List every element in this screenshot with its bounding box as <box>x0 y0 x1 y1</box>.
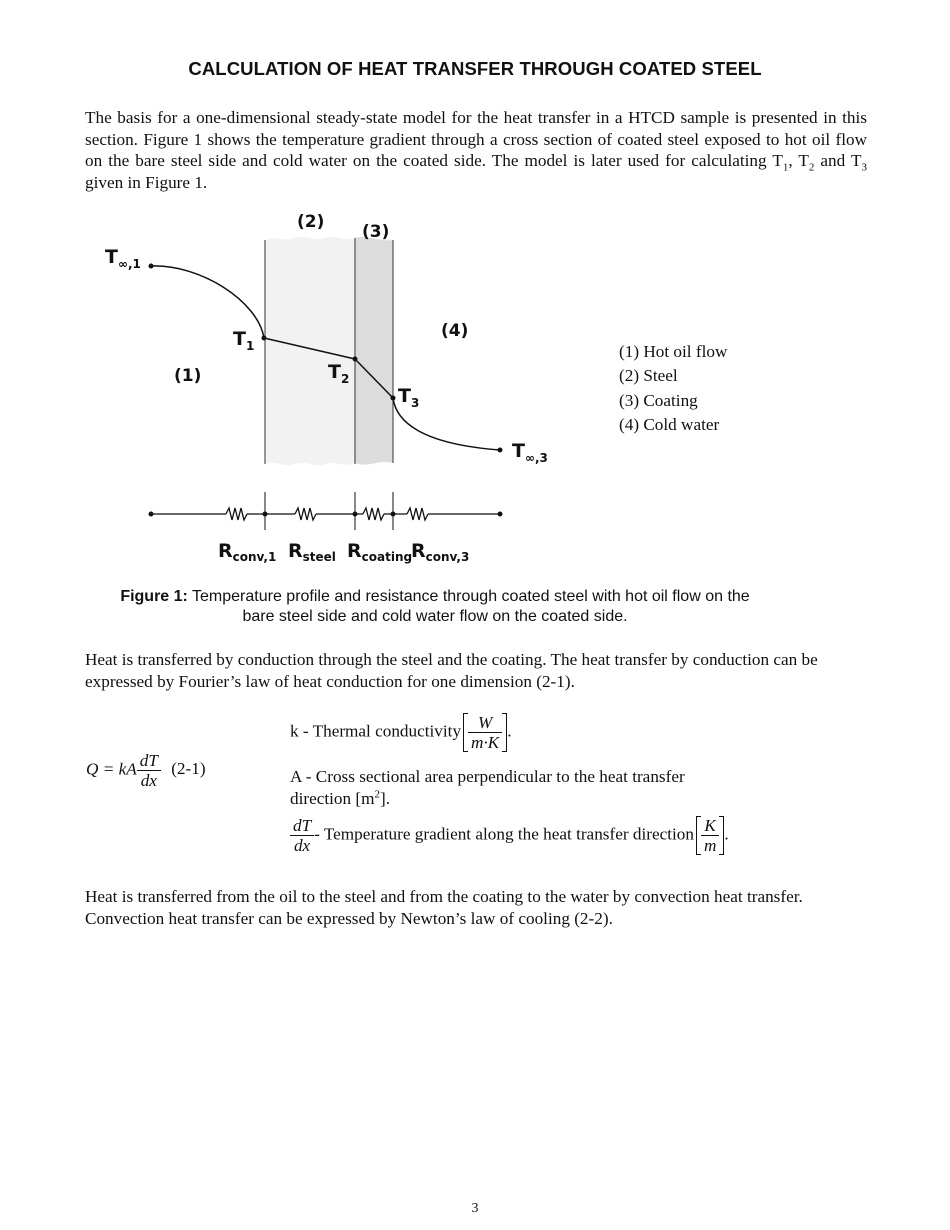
oil-boundary-profile <box>151 266 264 338</box>
legend-item: (2) Steel <box>619 366 678 386</box>
network-node-3 <box>391 512 396 517</box>
t1-label: $T_1$ <box>233 328 255 353</box>
intro-paragraph <box>85 107 867 193</box>
network-node-end <box>498 512 503 517</box>
resistor-conv3 <box>407 508 428 520</box>
t1-point <box>262 336 267 341</box>
t-inf1-label: $T_{\infty,1}$ <box>105 246 141 271</box>
steel-layer <box>265 237 355 465</box>
network-node-2 <box>353 512 358 517</box>
caption-label: Figure 1: <box>120 588 188 605</box>
convection-paragraph: Heat is transferred from the oil to the steel and from the coating to the water by convection heat transfer. Convection heat transfer can be expressed by Newton’s law of cooling (2-2). <box>85 887 803 928</box>
r-conv1-label: $R_{conv,1}$ <box>218 540 277 564</box>
figure-caption <box>0 587 870 627</box>
intro-sep: , T <box>788 151 809 170</box>
network-node-start <box>149 512 154 517</box>
r-conv3-label: $R_{conv,3}$ <box>411 540 470 564</box>
legend-item: (3) Coating <box>619 390 698 410</box>
page-number: 3 <box>471 1201 479 1216</box>
resistor-steel <box>295 508 316 520</box>
equation-tag: (2-1) <box>171 759 206 779</box>
network-node-1 <box>263 512 268 517</box>
intro-text-end: given in Figure 1. <box>85 172 208 192</box>
t-inf3-point <box>498 448 503 453</box>
page-title: CALCULATION OF HEAT TRANSFER THROUGH COATED STEEL <box>188 58 762 79</box>
caption-line-1 <box>0 587 870 607</box>
equation-lhs: Q = kA <box>86 759 137 779</box>
resistor-coating <box>363 508 384 520</box>
t2-point <box>353 357 358 362</box>
subscript-3: 3 <box>861 161 867 174</box>
region-label-3: (3) <box>362 222 390 242</box>
region-label-1: (1) <box>174 366 202 386</box>
fourier-equation <box>86 751 206 790</box>
t2-label: $T_2$ <box>328 361 350 386</box>
t-inf1-point <box>149 264 154 269</box>
subscript-2: 2 <box>808 161 815 174</box>
region-label-2: (2) <box>297 212 325 232</box>
caption-text: Temperature profile and resistance through coated steel with hot oil flow on the <box>187 588 750 605</box>
definition-gradient: $\frac{dT}{dx}$ - Temperature gradient along the heat transfer direction $\frac{K}{m}$ . <box>290 816 729 855</box>
intro-sep: and T <box>814 151 862 170</box>
figure-legend <box>619 340 727 438</box>
t3-label: $T_3$ <box>398 385 420 410</box>
legend-item: (1) Hot oil flow <box>619 342 728 361</box>
definition-k: k - Thermal conductivity $\frac{W}{m\cdot K}$ . <box>290 713 512 752</box>
t3-point <box>391 396 396 401</box>
definition-area: A - Cross sectional area perpendicular to the heat transfer direction $[m^2]$. <box>290 767 685 808</box>
resistor-conv1 <box>226 508 247 520</box>
temperature-profile-figure <box>90 206 570 571</box>
intro-text: The basis for a one-dimensional steady-state model for the heat transfer in a HTCD sample is presented in this section. Figure 1 shows the temperature gradient through a cross section of coated steel exposed to hot oil flow on the bare steel side and cold water on the coated side. The model is later used for calculating T <box>85 108 867 170</box>
subscript-1: 1 <box>782 161 789 174</box>
caption-line-2: bare steel side and cold water flow on the coated side. <box>242 608 628 625</box>
equation-fraction: $\frac{dT}{dx}$ <box>137 751 161 790</box>
t-inf3-label: $T_{\infty,3}$ <box>512 440 548 465</box>
coating-layer <box>355 237 393 465</box>
region-label-4: (4) <box>441 321 469 341</box>
resistance-network <box>151 492 500 530</box>
r-coating-label: $R_{coating}$ <box>347 540 413 564</box>
legend-item: (4) Cold water <box>619 415 720 435</box>
r-steel-label: $R_{steel}$ <box>288 540 336 564</box>
conduction-paragraph: Heat is transferred by conduction through the steel and the coating. The heat transfer by conduction can be expressed by Fourier’s law of heat conduction for one dimension (2-1). <box>85 650 818 691</box>
